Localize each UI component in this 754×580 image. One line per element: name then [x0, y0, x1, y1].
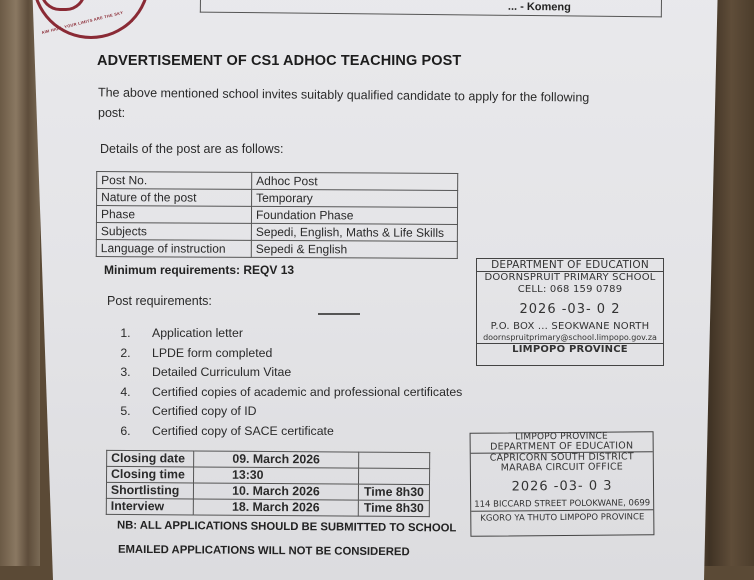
intro-line-2: post: — [98, 106, 126, 120]
stamp-line: P.O. BOX ... SEOKWANE NORTH — [490, 321, 650, 332]
wood-background-left — [0, 0, 40, 566]
date-value: 10. March 2026 — [193, 483, 358, 500]
stamp-line: DEPARTMENT OF EDUCATION — [471, 441, 653, 454]
stamp-line: LIMPOPO PROVINCE — [512, 344, 628, 355]
date-value: 18. March 2026 — [193, 499, 358, 516]
table-row — [96, 206, 457, 225]
stamp-line: DOORNSPRUIT PRIMARY SCHOOL — [484, 272, 656, 283]
time-value: Time 8h30 — [358, 500, 429, 516]
crest-motto: AIM HIGH, YOUR LIMITS ARE THE SKY — [40, 9, 124, 36]
stamp-line: CAPRICORN SOUTH DISTRICT — [489, 451, 634, 464]
date-value: 13:30 — [194, 467, 359, 484]
date-value: 09. March 2026 — [194, 451, 359, 468]
post-details-table — [96, 171, 458, 259]
table-row — [106, 498, 429, 516]
stamp-date: 2026 -03- 0 2 — [519, 302, 621, 317]
table-row — [97, 189, 458, 208]
time-value — [359, 452, 430, 468]
table-row — [107, 466, 430, 484]
table-row — [97, 172, 458, 191]
table-row — [106, 482, 429, 500]
list-item: 2. LPDE form completed — [134, 344, 462, 364]
detail-value: Sepedi, English, Maths & Life Skills — [251, 223, 457, 241]
detail-key: Phase — [96, 206, 251, 224]
post-requirements-heading: Post requirements: — [107, 294, 212, 308]
list-item: 6. Certified copy of SACE certificate — [134, 422, 462, 442]
circuit-office-stamp — [470, 431, 655, 537]
date-label: Shortlisting — [106, 482, 193, 499]
date-label: Closing time — [107, 466, 194, 483]
detail-key: Subjects — [96, 223, 251, 241]
date-label: Interview — [106, 498, 193, 515]
detail-value: Adhoc Post — [252, 172, 458, 190]
detail-key: Post No. — [97, 172, 252, 190]
detail-value: Foundation Phase — [251, 206, 457, 224]
intro-line-1: The above mentioned school invites suitably qualified candidate to apply for the following — [97, 85, 590, 105]
minimum-requirements: Minimum requirements: REQV 13 — [104, 263, 295, 277]
emailed-notice: EMAILED APPLICATIONS WILL NOT BE CONSIDERED — [117, 543, 410, 559]
time-value — [358, 468, 429, 484]
stamp-line: DEPARTMENT OF EDUCATION — [477, 259, 663, 272]
stamp-line: MARABA CIRCUIT OFFICE — [500, 461, 624, 474]
table-row — [107, 450, 430, 468]
stamp-email: doornspruitprimary@school.limpopo.gov.za — [477, 333, 663, 344]
nb-notice: NB: ALL APPLICATIONS SHOULD BE SUBMITTED TO SCHOOL — [116, 519, 457, 535]
post-requirements-list — [112, 324, 462, 441]
list-item: 3. Detailed Curriculum Vitae — [134, 363, 462, 383]
stamp-line: CELL: 068 159 0789 — [517, 284, 623, 295]
stamp-line: LIMPOPO PROVINCE — [515, 431, 608, 443]
time-value: Time 8h30 — [358, 484, 429, 500]
key-dates-table — [106, 450, 430, 517]
stamp-line: KGORO YA THUTO LIMPOPO PROVINCE — [480, 512, 645, 524]
table-row — [96, 223, 457, 242]
stamp-line: 114 BICCARD STREET POLOKWANE, 0699 — [471, 497, 653, 512]
date-label: Closing date — [107, 450, 194, 467]
detail-value: Sepedi & English — [251, 240, 457, 258]
pen-mark — [318, 313, 360, 315]
detail-value: Temporary — [252, 189, 458, 207]
header-address-text: ... - Komeng — [507, 0, 571, 14]
stamp-date: 2026 -03- 0 3 — [511, 478, 613, 495]
table-row — [96, 240, 457, 259]
list-item: 4. Certified copies of academic and professional certificates — [134, 383, 462, 403]
list-item: 1. Application letter — [134, 324, 462, 344]
detail-key: Language of instruction — [96, 240, 251, 258]
school-stamp — [476, 258, 664, 366]
page-title: ADVERTISEMENT OF CS1 ADHOC TEACHING POST — [97, 53, 462, 69]
detail-key: Nature of the post — [97, 189, 252, 207]
list-item: 5. Certified copy of ID — [134, 402, 462, 422]
details-heading: Details of the post are as follows: — [100, 142, 284, 156]
